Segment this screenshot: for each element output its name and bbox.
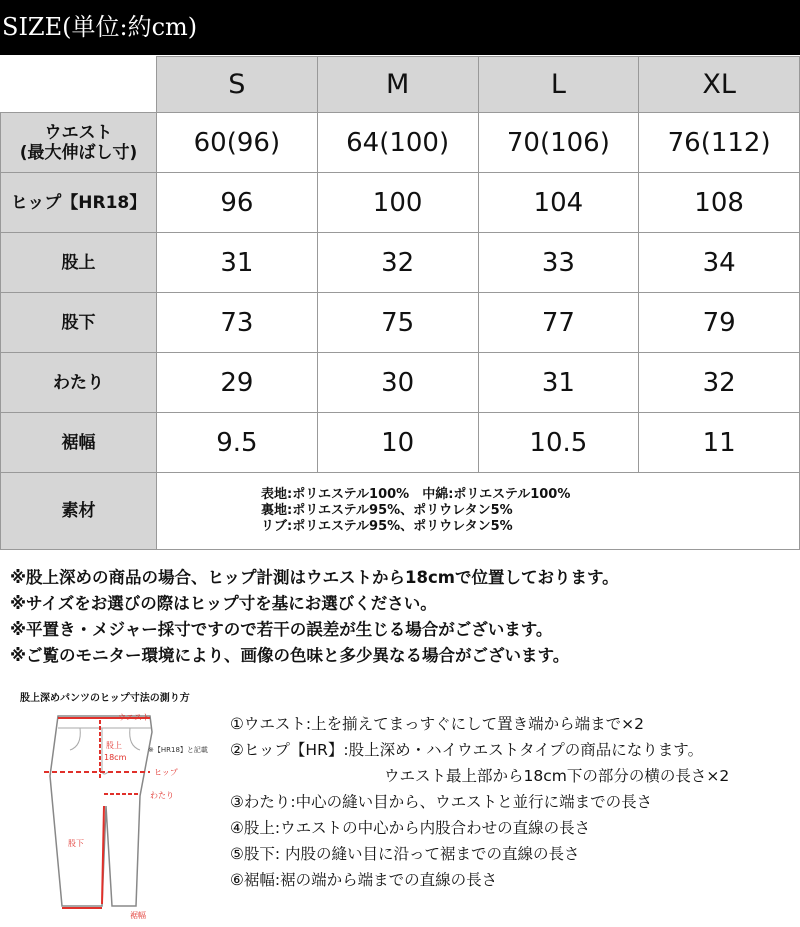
table-cell: 10.5 [478,413,639,473]
material-text [157,473,800,550]
fly-line [102,728,108,774]
table-cell: 32 [639,353,800,413]
table-cell: 9.5 [157,413,318,473]
page-title: SIZE(単位:約cm) [0,0,800,55]
table-row [1,413,800,473]
table-row [1,233,800,293]
measurement-steps [230,711,800,893]
diagram-label-hr-note: ※【HR18】と記載 [148,746,208,754]
table-row [1,293,800,353]
table-cell: 32 [317,233,478,293]
row-label-hip: ヒップ【HR18】 [1,173,157,233]
size-header-s: S [157,57,318,113]
size-header-l: L [478,57,639,113]
table-cell: 64(100) [317,113,478,173]
diagram-label-rise-cm: 18cm [104,753,127,762]
material-line: 裏地:ポリエステル95%、ポリウレタン5% [261,503,513,518]
table-cell: 73 [157,293,318,353]
step-line: ウエスト最上部から18cm下の部分の横の長さ×2 [384,767,730,785]
table-cell: 33 [478,233,639,293]
table-cell: 75 [317,293,478,353]
row-label-thigh: わたり [1,353,157,413]
table-cell: 77 [478,293,639,353]
pants-illustration [40,706,230,921]
table-row [1,173,800,233]
notes [10,565,790,669]
step-line: ③わたり:中心の縫い目から、ウエストと並行に端までの長さ [230,793,653,811]
diagram-label-hem: 裾幅 [130,911,146,920]
table-cell: 10 [317,413,478,473]
material-line: 表地:ポリエステル100% 中綿:ポリエステル100% [261,487,571,502]
table-row [1,353,800,413]
pants-diagram [40,706,230,921]
pocket-line [70,728,80,750]
guide-title: 股上深めパンツのヒップ寸法の測り方 [20,693,190,704]
table-cell: 31 [478,353,639,413]
table-cell: 11 [639,413,800,473]
diagram-label-waist: ウエスト [118,713,150,722]
step-line: ②ヒップ【HR】:股上深め・ハイウエストタイプの商品になります。 [230,741,704,759]
step-line: ①ウエスト:上を揃えてまっすぐにして置き端から端まで×2 [230,715,644,733]
pocket-line [130,728,140,750]
step-line: ⑥裾幅:裾の端から端までの直線の長さ [230,871,498,889]
table-cell: 104 [478,173,639,233]
material-line: リブ:ポリエステル95%、ポリウレタン5% [261,519,513,534]
table-cell: 60(96) [157,113,318,173]
diagram-label-hip: ヒップ [154,768,178,777]
table-cell: 100 [317,173,478,233]
note-line: ※股上深めの商品の場合、ヒップ計測はウエストから18cmで位置しております。 [10,568,619,587]
table-corner [1,57,157,113]
table-cell: 76(112) [639,113,800,173]
table-cell: 108 [639,173,800,233]
table-cell: 34 [639,233,800,293]
row-label-inseam: 股下 [1,293,157,353]
step-line: ④股上:ウエストの中心から内股合わせの直線の長さ [230,819,591,837]
table-cell: 79 [639,293,800,353]
row-label-hem: 裾幅 [1,413,157,473]
step-line: ⑤股下: 内股の縫い目に沿って裾までの直線の長さ [230,845,580,863]
diagram-label-rise: 股上 [106,741,122,750]
table-cell: 30 [317,353,478,413]
table-cell: 70(106) [478,113,639,173]
diagram-label-inseam: 股下 [68,839,84,848]
note-line: ※サイズをお選びの際はヒップ寸を基にお選びください。 [10,594,437,613]
note-line: ※ご覧のモニター環境により、画像の色味と多少異なる場合がございます。 [10,646,570,665]
row-label-line: ウエスト [44,122,113,143]
inseam-measure [102,806,104,904]
size-header-row [1,57,800,113]
table-cell: 29 [157,353,318,413]
row-label-line: (最大伸ばし寸) [19,142,138,163]
table-row-material [1,473,800,550]
diagram-label-thigh: わたり [150,791,174,800]
row-label-rise: 股上 [1,233,157,293]
size-header-m: M [317,57,478,113]
table-row [1,113,800,173]
row-label-waist [1,113,157,173]
size-header-xl: XL [639,57,800,113]
size-table [0,56,800,550]
note-line: ※平置き・メジャー採寸ですので若干の誤差が生じる場合がございます。 [10,620,553,639]
row-label-material: 素材 [1,473,157,550]
table-cell: 31 [157,233,318,293]
table-cell: 96 [157,173,318,233]
